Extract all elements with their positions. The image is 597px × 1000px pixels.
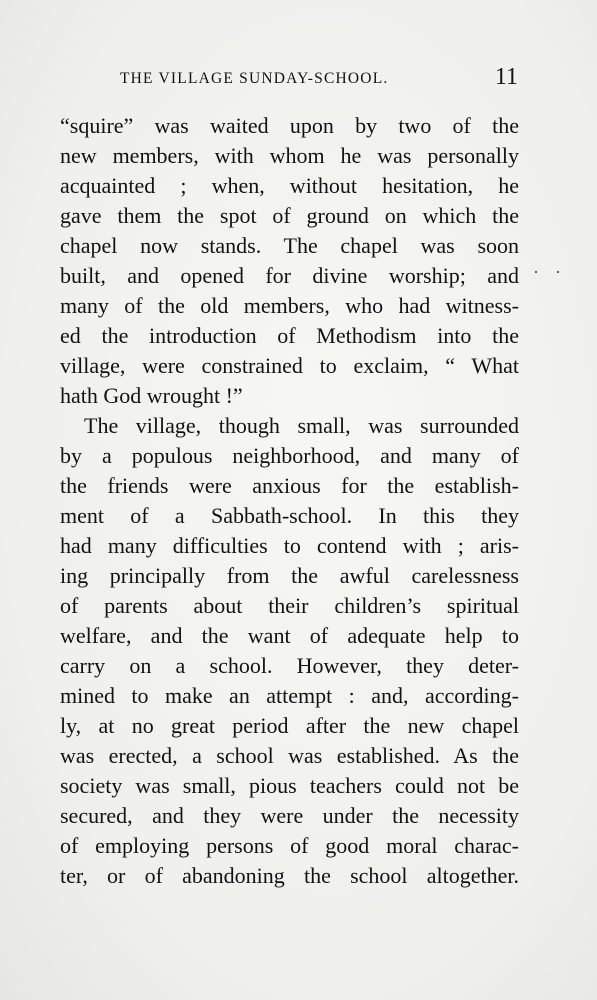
text-line: acquainted ; when, without hesitation, he	[60, 173, 519, 198]
text-line: “squire” was waited upon by two of the	[60, 113, 519, 138]
text-line: secured, and they were under the necessity	[60, 803, 519, 828]
text-line: of parents about their children’s spiritual	[60, 593, 519, 618]
text-line: carry on a school. However, they deter-	[60, 653, 519, 678]
text-line: chapel now stands. The chapel was soon	[60, 233, 519, 258]
text-line: ly, at no great period after the new chapel	[60, 713, 519, 738]
margin-marks: ··	[533, 262, 577, 282]
text-line: mined to make an attempt : and, according-	[60, 683, 519, 708]
text-line: ter, or of abandoning the school altogether.	[60, 863, 519, 888]
running-title: THE VILLAGE SUNDAY-SCHOOL.	[120, 70, 389, 87]
text-line: had many difficulties to contend with ; aris-	[60, 533, 519, 558]
paragraph-start-line: The village, though small, was surrounded	[84, 413, 519, 438]
text-line: hath God wrought !”	[60, 383, 243, 408]
page-number: 11	[494, 64, 518, 90]
running-head	[112, 64, 522, 94]
text-line: was erected, a school was established. As the	[60, 743, 519, 768]
text-line: ing principally from the awful carelessness	[60, 563, 519, 588]
text-line: village, were constrained to exclaim, “ What	[60, 353, 519, 378]
text-line: welfare, and the want of adequate help to	[60, 623, 519, 648]
text-line: of employing persons of good moral charac-	[60, 833, 519, 858]
text-line: society was small, pious teachers could not be	[60, 773, 519, 798]
text-line: many of the old members, who had witness-	[60, 293, 519, 318]
text-line: by a populous neighborhood, and many of	[60, 443, 519, 468]
body-text	[60, 111, 519, 891]
text-line: ed the introduction of Methodism into the	[60, 323, 519, 348]
text-line: built, and opened for divine worship; and	[60, 263, 519, 288]
text-line: ment of a Sabbath-school. In this they	[60, 503, 519, 528]
text-line: the friends were anxious for the establish-	[60, 473, 519, 498]
text-line: gave them the spot of ground on which the	[60, 203, 519, 228]
text-line: new members, with whom he was personally	[60, 143, 519, 168]
